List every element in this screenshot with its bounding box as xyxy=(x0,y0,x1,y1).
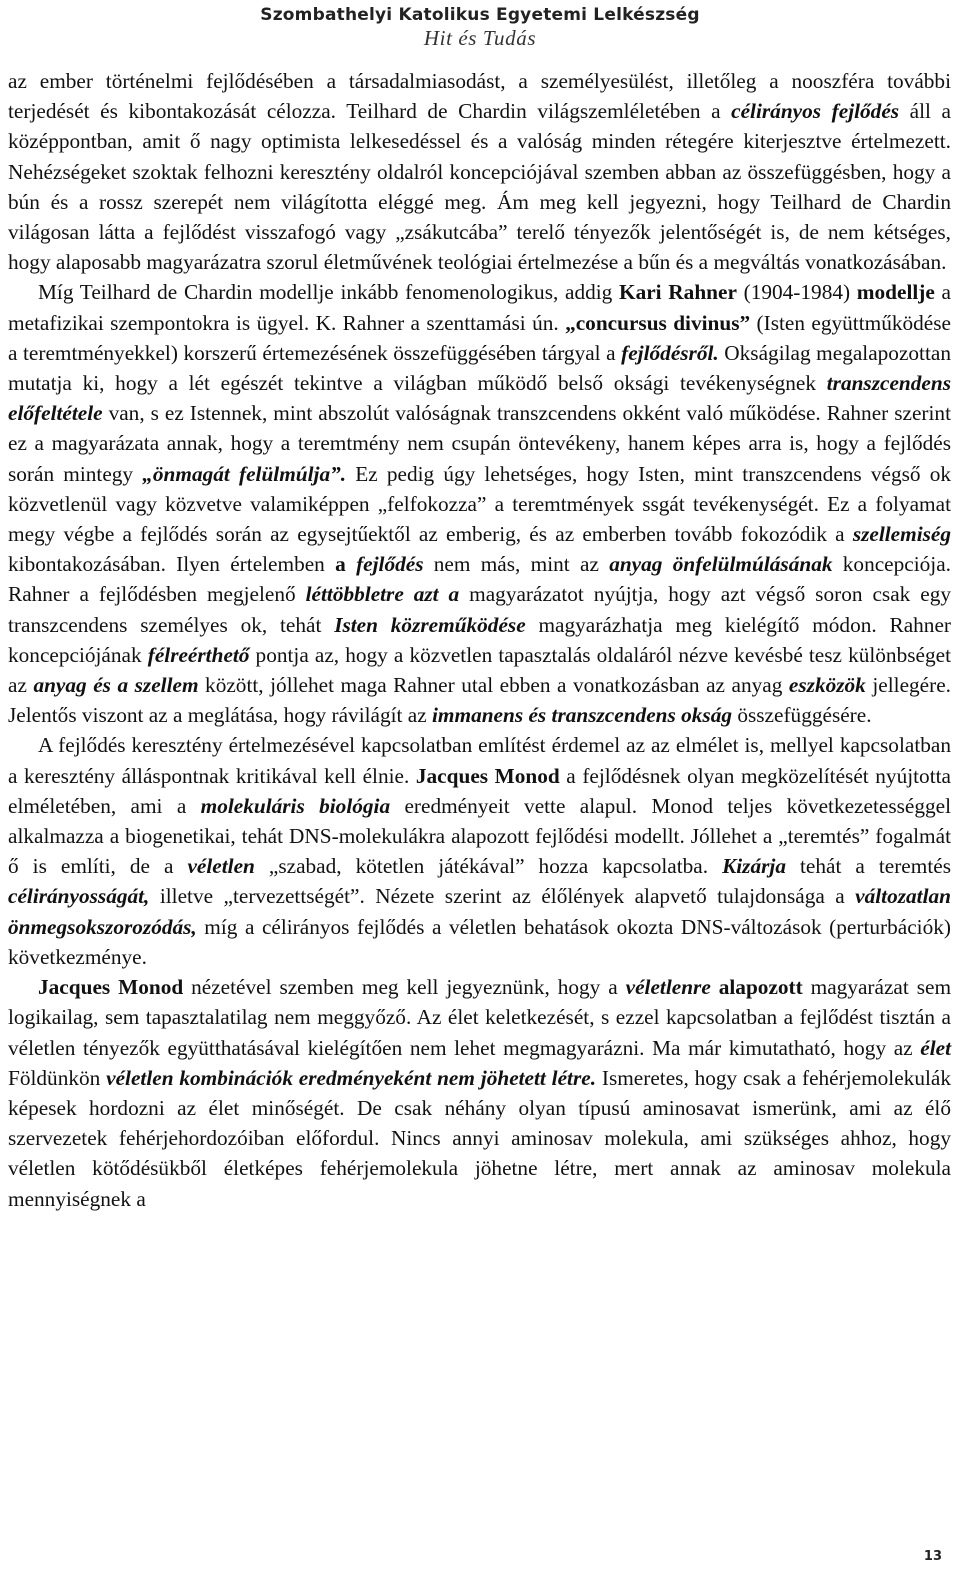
text-run: célirányos fejlődés xyxy=(731,99,900,124)
text-run: „szabad, kötetlen játékával” hozza kapcsolatba. xyxy=(254,854,723,879)
text-run: illetve „tervezettségét”. Nézete szerint az élőlények alapvető tulajdonsága a xyxy=(149,884,856,909)
text-run: magyarázat sem logikailag, sem tapasztalatilag nem meggyőző. Az élet keletkezését, s ezzel kapcsolatban a fejlődést tisztán a véletlen tényezők együtthatásával kielégítően nem lehet megmagyarázni. Ma már kimutatható, hogy az xyxy=(8,975,952,1060)
text-run: a fejlődésnek olyan megközelítését nyújtotta elméletében, ami a xyxy=(8,763,951,818)
header-subtitle: Hit és Tudás xyxy=(423,26,537,50)
text-run: alapozott xyxy=(718,975,803,1000)
text-run: Míg Teilhard de Chardin modellje inkább fenomenologikus, addig xyxy=(38,280,620,305)
text-run: modellje xyxy=(856,280,935,305)
text-run: transzcendens előfeltétele xyxy=(8,371,951,426)
text-run: az ember történelmi fejlődésében a társadalmiasodást, a személyesülést, illetőleg a nooszféra további terjedését és kibontakozását célozza. Teilhard de Chardin világszemléletében a xyxy=(8,69,951,124)
text-run: Ez pedig úgy lehetséges, hogy Isten, mint transzcendens végső ok közvetlenül vagy közvetve valamiképpen „felfokozza” a teremtmények ssgát tevékenységét. Ez a folyamat megy végbe a fejlődés során az egysejtűektől az emberig, és az emberben tovább fokozódik a xyxy=(8,461,952,547)
text-run: immanens és transzcendens okság xyxy=(432,703,732,728)
text-run: összefüggésére. xyxy=(732,703,872,728)
text-run: fejlődésről. xyxy=(621,340,719,365)
text-run: Ismeretes, hogy csak a fehérjemolekulák képesek hordozni az élet minőségét. De csak néhány olyan típusú aminosavat ismerünk, ami az élő szervezetek fehérjehordozóiban előfordul. Nincs annyi aminosav molekula, ami szükséges ahhoz, hogy véletlen kötődésükből életképes fehérjemolekula jöhetne létre, mert annak az aminosav molekula mennyiségnek a xyxy=(8,1065,951,1211)
text-run: Jacques Monod xyxy=(415,763,560,788)
text-run: félreérthető xyxy=(147,642,250,667)
text-run: véletlenre xyxy=(625,975,711,1000)
paragraph xyxy=(8,972,951,1214)
text-run: jellegére. Jelentős viszont az a meglátása, hogy rávilágít az xyxy=(8,673,951,728)
text-run: (Isten együttműködése a teremtményekkel) korszerű értemezésének összefüggésében tárgyal a xyxy=(8,310,951,365)
text-run: Kari Rahner xyxy=(619,280,737,305)
text-run: áll a középpontban, amit ő nagy optimista lelkesedéssel és a valóság minden rétegére kiterjesztve értelmezett. Nehézségeket szoktak felhozni keresztény oldalról koncepciójával szemben abban az összefüggésben, hogy a bún és a rossz szerepét nem világította eléggé meg. Ám meg kell jegyezni, hogy Teilhard de Chardin világosan látta a fejlődést visszafogó vagy „zsákutcába” terelő tényezők jelentőségét is, de nem kétséges, hogy alaposabb magyarázatra szorul életművének teológiai értelmezése a bűn és a megváltás vonatkozásában. xyxy=(8,99,951,275)
text-run: „önmagát felülmúlja”. xyxy=(142,461,347,486)
text-run: szellemiség xyxy=(852,522,951,547)
text-run xyxy=(711,975,719,999)
text-run: léttöbbletre azt a xyxy=(305,582,460,607)
text-run: változatlan önmegsokszorozódás, xyxy=(8,884,951,939)
text-run: a metafizikai szempontokra is ügyel. K. Rahner a szenttamási ún. xyxy=(8,280,952,335)
page-number: 13 xyxy=(923,1549,942,1564)
text-run: célirányosságát, xyxy=(8,884,150,909)
page-header xyxy=(0,0,960,49)
text-run: élet xyxy=(920,1035,951,1060)
text-run: anyag és a szellem xyxy=(33,673,199,698)
text-run: véletlen xyxy=(187,854,255,879)
text-run: míg a célirányos fejlődés a véletlen behatások okozta DNS-változások (perturbációk) következménye. xyxy=(8,914,951,969)
text-run: magyarázhatja meg kielégítő módon. Rahner koncepciójának xyxy=(8,612,951,667)
text-run: kibontakozásában. Ilyen értelemben xyxy=(8,552,336,577)
text-run: között, jóllehet maga Rahner utal ebben a vonatkozásban az anyag xyxy=(198,673,789,698)
text-run: eszközök xyxy=(788,673,866,698)
body-text xyxy=(8,66,951,1214)
text-run: „concursus divinus” xyxy=(565,310,751,335)
text-run: van, s ez Istennek, mint abszolút valóságnak transzcendens okként való működése. Rahner szerint ez a magyarázata annak, hogy a teremtmény nem csupán öntevékeny, hanem képes arra is, hogy a fejlődés során mintegy xyxy=(8,401,951,486)
text-run: koncepciója. Rahner a fejlődésben megjelenő xyxy=(8,552,951,607)
text-run: fejlődés xyxy=(356,552,424,577)
text-run: nem más, mint az xyxy=(423,552,610,577)
text-run xyxy=(346,552,356,576)
text-run: magyarázatot nyújtja, hogy azt végső soron csak egy transzcendens személyes ok, tehát xyxy=(8,582,951,637)
text-run: Okságilag megalapozottan mutatja ki, hogy a lét egészét tekintve a világban működő belső oksági tevékenységnek xyxy=(8,340,951,396)
text-run: (1904-1984) xyxy=(736,280,857,305)
header-title: Szombathelyi Katolikus Egyetemi Lelkészség xyxy=(260,5,700,25)
paragraph xyxy=(8,730,951,972)
text-run: Jacques Monod xyxy=(38,975,184,1000)
text-run: A fejlődés keresztény értelmezésével kapcsolatban említést érdemel az az elmélet is, mellyel kapcsolatban a keresztény álláspontnak kritikával kell élnie. xyxy=(8,733,951,788)
text-run: tehát a teremtés xyxy=(785,854,951,879)
paragraph xyxy=(8,66,951,277)
text-run: Isten közreműködése xyxy=(334,612,526,637)
text-run: Földünkön xyxy=(8,1065,107,1090)
text-run: eredményeit vette alapul. Monod teljes következetességgel alkalmazza a biogenetikai, tehát DNS-molekulákra alapozott fejlődési modellt. Jóllehet a „teremtés” fogalmát ő is említi, de a xyxy=(8,793,952,879)
text-run: nézetével szemben meg kell jegyeznünk, hogy a xyxy=(183,975,626,1000)
text-run: molekuláris biológia xyxy=(200,793,391,818)
text-run: véletlen kombinációk eredményeként nem jöhetett létre. xyxy=(106,1065,597,1090)
text-run: pontja az, hogy a közvetlen tapasztalás oldaláról nézve kevésbé tesz különbséget az xyxy=(8,642,951,698)
text-run: Kizárja xyxy=(722,854,786,879)
paragraph xyxy=(8,277,951,730)
text-run: a xyxy=(335,552,346,577)
text-run: anyag önfelülmúlásának xyxy=(609,552,833,577)
